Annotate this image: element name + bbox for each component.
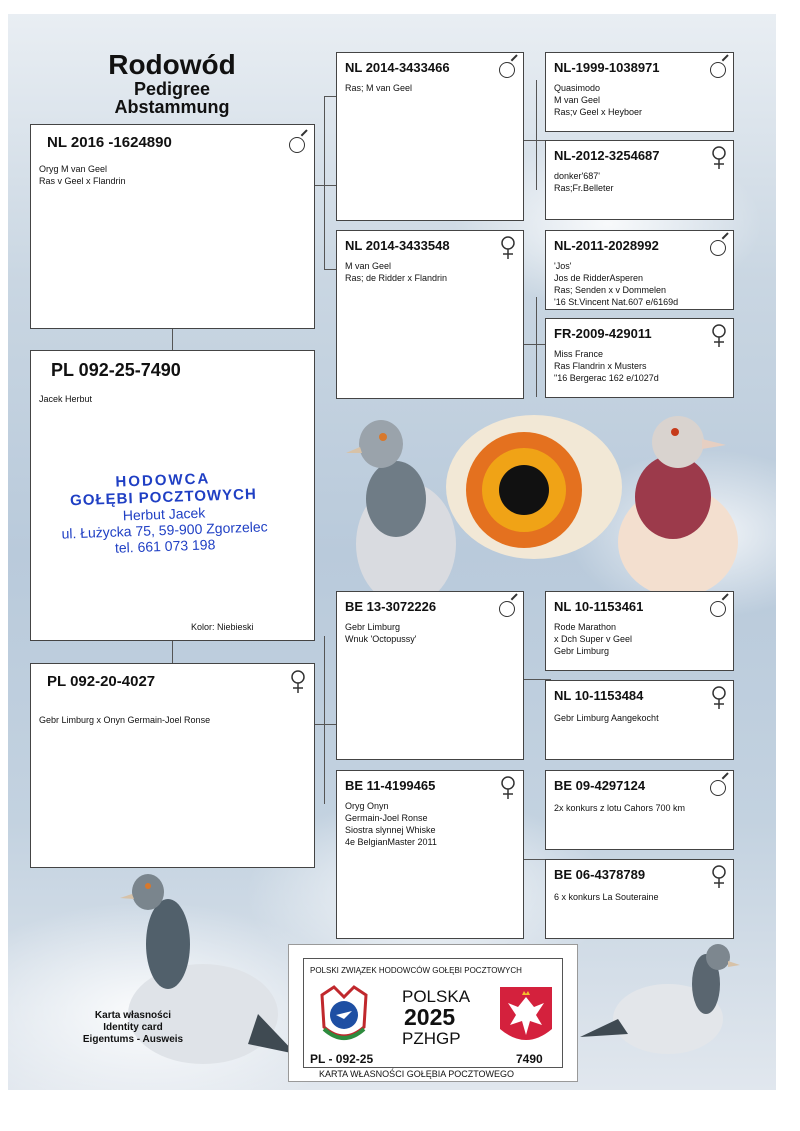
- pedigree-line: Ras; Senden x v Dommelen: [554, 285, 667, 295]
- ggp-ring: NL-1999-1038971: [554, 60, 660, 75]
- pedigree-line: Ras; M van Geel: [345, 83, 413, 93]
- male-icon: [710, 240, 726, 256]
- stamp-line: HODOWCA: [115, 470, 211, 491]
- gp-ring: NL 2014-3433466: [345, 60, 450, 75]
- connector: [536, 297, 537, 397]
- owner-name: Jacek Herbut: [39, 394, 93, 404]
- breeder-stamp: [43, 468, 286, 558]
- gp-ring: NL 2014-3433548: [345, 238, 450, 253]
- male-icon: [499, 601, 515, 617]
- stamp-line: GOŁĘBI POCZTOWYCH: [69, 485, 258, 510]
- female-icon: [708, 145, 730, 171]
- title-line2: Pedigree: [133, 79, 211, 99]
- card-header: POLSKI ZWIĄZEK HODOWCÓW GOŁĘBI POCZTOWYCH: [310, 966, 522, 975]
- title-line3: Abstammung: [114, 97, 230, 117]
- ggp-card: [545, 859, 734, 939]
- card-ring-prefix: PL - 092-25: [310, 1052, 374, 1066]
- gp-card: [336, 591, 524, 760]
- ggp-pedigree: [554, 82, 642, 118]
- ggp-card: [545, 52, 734, 132]
- pedigree-line: donker'687': [554, 171, 600, 181]
- connector: [314, 724, 336, 725]
- pedigree-line: Miss France: [554, 349, 604, 359]
- pedigree-line: Oryg M van Geel: [39, 164, 108, 174]
- pedigree-line: Siostra slynnej Whiske: [345, 825, 436, 835]
- pedigree-sheet: [8, 14, 776, 1090]
- female-icon: [497, 235, 519, 261]
- caption-line: Karta własności: [94, 1010, 172, 1021]
- connector: [536, 80, 537, 190]
- stamp-line: ul. Łużycka 75, 59-900 Zgorzelec: [61, 518, 268, 542]
- gp-pedigree: [345, 82, 412, 94]
- ggp-ring: BE 09-4297124: [554, 778, 646, 793]
- dam-card: [30, 663, 315, 868]
- dam-ring: PL 092-20-4027: [47, 673, 156, 690]
- ggp-ring: NL-2011-2028992: [554, 238, 659, 253]
- gp-pedigree: [345, 800, 437, 848]
- card-footer: KARTA WŁASNOŚCI GOŁĘBIA POCZTOWEGO: [319, 1069, 515, 1079]
- ggp-pedigree: [554, 170, 614, 194]
- pedigree-line: x Dch Super v Geel: [554, 634, 633, 644]
- pedigree-line: Jos de RidderAsperen: [554, 273, 644, 283]
- identity-caption: [68, 1010, 198, 1046]
- pedigree-line: Germain-Joel Ronse: [345, 813, 428, 823]
- connector: [324, 96, 325, 269]
- pedigree-line: Rode Marathon: [554, 622, 617, 632]
- ggp-pedigree: 6 x konkurs La Souteraine: [554, 892, 659, 902]
- dam-pedigree: Gebr Limburg x Onyn Germain-Joel Ronse: [39, 715, 211, 725]
- card-year: 2025: [404, 1004, 456, 1030]
- ggp-pedigree: Gebr Limburg Aangekocht: [554, 713, 659, 723]
- ggp-pedigree: 2x konkurs z lotu Cahors 700 km: [554, 803, 686, 813]
- ggp-pedigree: [554, 621, 632, 657]
- gp-pedigree: [345, 621, 416, 645]
- gp-card: [336, 770, 524, 939]
- sire-card: [30, 124, 315, 329]
- female-icon: [708, 685, 730, 711]
- pigeon-bottom-right-illustration: [578, 939, 748, 1089]
- pedigree-line: M van Geel: [345, 261, 392, 271]
- gp-ring: BE 11-4199465: [345, 778, 436, 793]
- connector: [324, 636, 325, 804]
- connector: [324, 96, 336, 97]
- color-label: Kolor: Niebieski: [191, 622, 254, 632]
- male-icon: [289, 137, 305, 153]
- card-logo-text: PZHGP: [334, 1021, 355, 1027]
- male-icon: [710, 601, 726, 617]
- gp-pedigree: [345, 260, 447, 284]
- ggp-card: [545, 230, 734, 310]
- stamp-line: Herbut Jacek: [122, 504, 206, 524]
- ggp-card: [545, 140, 734, 220]
- pedigree-line: Ras;Fr.Belleter: [554, 183, 614, 193]
- pedigree-line: M van Geel: [554, 95, 601, 105]
- pigeon-eye-illustration: [446, 412, 626, 562]
- pedigree-line: Gebr Limburg: [554, 646, 610, 656]
- ggp-card: [545, 680, 734, 760]
- pedigree-line: Ras Flandrin x Musters: [554, 361, 647, 371]
- caption-line: Identity card: [103, 1022, 163, 1033]
- ggp-card: [545, 770, 734, 850]
- sire-pedigree: [39, 163, 126, 187]
- card-org: PZHGP: [402, 1029, 461, 1048]
- connector: [172, 641, 173, 663]
- ggp-pedigree: [554, 348, 659, 384]
- pedigree-line: Gebr Limburg: [345, 622, 401, 632]
- ggp-card: [545, 318, 734, 398]
- pedigree-line: Ras; de Ridder x Flandrin: [345, 273, 448, 283]
- male-icon: [499, 62, 515, 78]
- ggp-ring: NL-2012-3254687: [554, 148, 660, 163]
- pigeon-ring: PL 092-25-7490: [51, 360, 181, 380]
- pzhgp-logo-icon: [314, 983, 374, 1047]
- pedigree-line: Oryg Onyn: [345, 801, 389, 811]
- pigeon-right-illustration: [608, 407, 748, 597]
- stamp-line: tel. 661 073 198: [114, 536, 216, 556]
- polish-eagle-icon: [498, 985, 554, 1051]
- card-ring-number: 7490: [516, 1052, 543, 1066]
- connector: [172, 328, 173, 350]
- pedigree-title: [92, 50, 252, 116]
- female-icon: [497, 775, 519, 801]
- male-icon: [710, 62, 726, 78]
- connector: [324, 269, 336, 270]
- female-icon: [708, 864, 730, 890]
- ggp-pedigree: [554, 260, 678, 308]
- caption-line: Eigentums - Ausweis: [82, 1034, 184, 1045]
- pigeon-bottom-left-illustration: [108, 864, 298, 1090]
- pedigree-line: Ras v Geel x Flandrin: [39, 176, 126, 186]
- pedigree-line: Wnuk 'Octopussy': [345, 634, 417, 644]
- connector: [314, 185, 336, 186]
- pedigree-line: "16 Bergerac 162 e/1027d: [554, 373, 659, 383]
- gp-ring: BE 13-3072226: [345, 599, 437, 614]
- ownership-card: [288, 944, 578, 1082]
- ggp-ring: NL 10-1153484: [554, 688, 644, 703]
- ownership-card-frame: [303, 958, 563, 1068]
- ggp-ring: NL 10-1153461: [554, 599, 644, 614]
- pedigree-line: '16 St.Vincent Nat.607 e/6169d: [554, 297, 679, 307]
- gp-card: [336, 52, 524, 221]
- ggp-card: [545, 591, 734, 671]
- male-icon: [710, 780, 726, 796]
- female-icon: [287, 669, 309, 695]
- title-main: Rodowód: [108, 49, 236, 80]
- card-country: POLSKA: [402, 987, 471, 1006]
- pedigree-line: 'Jos': [554, 261, 572, 271]
- ggp-ring: FR-2009-429011: [554, 326, 652, 341]
- sire-ring: NL 2016 -1624890: [47, 134, 172, 151]
- ggp-ring: BE 06-4378789: [554, 867, 646, 882]
- pedigree-line: Quasimodo: [554, 83, 601, 93]
- pedigree-line: 4e BelgianMaster 2011: [345, 837, 437, 847]
- pedigree-line: Ras;v Geel x Heyboer: [554, 107, 643, 117]
- female-icon: [708, 323, 730, 349]
- gp-card: [336, 230, 524, 399]
